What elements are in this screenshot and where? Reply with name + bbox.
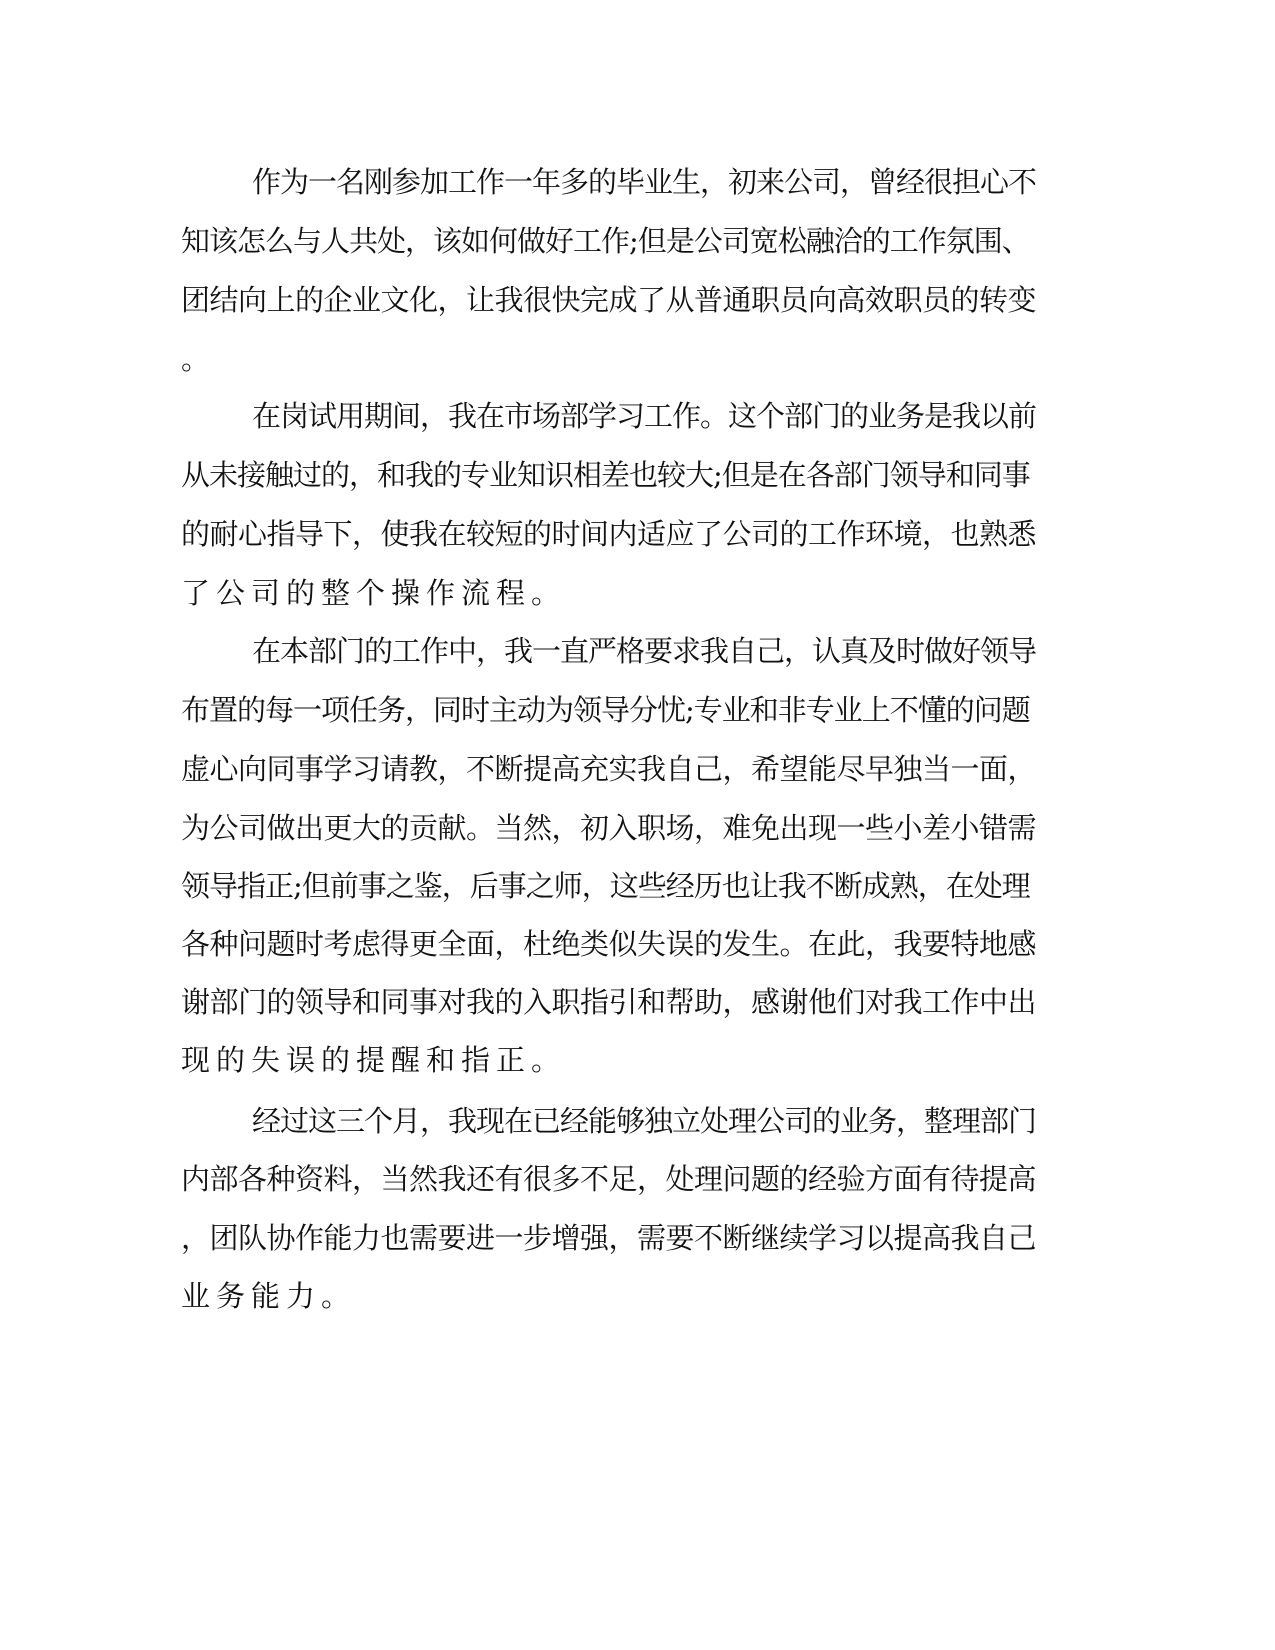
paragraph-1-line-3: 团结向上的企业文化，让我很快完成了从普通职员向高效职员的转变 (181, 283, 1037, 317)
paragraph-1-line-4: 。 (181, 342, 217, 376)
paragraph-3-line-5: 领导指正;但前事之鉴，后事之师，这些经历也让我不断成熟，在处理 (181, 869, 1030, 903)
paragraph-4-line-1: 经过这三个月，我现在已经能够独立处理公司的业务，整理部门 (252, 1104, 1037, 1138)
paragraph-2-line-3: 的耐心指导下，使我在较短的时间内适应了公司的工作环境，也熟悉 (181, 517, 1037, 551)
paragraph-2-line-4: 了公司的整个操作流程。 (181, 576, 567, 610)
paragraph-3-line-7: 谢部门的领导和同事对我的入职指引和帮助，感谢他们对我工作中出 (181, 985, 1037, 1019)
paragraph-1-line-1: 作为一名刚参加工作一年多的毕业生，初来公司，曾经很担心不 (252, 165, 1037, 199)
paragraph-2-line-2: 从未接触过的，和我的专业知识相差也较大;但是在各部门领导和同事 (181, 458, 1030, 492)
paragraph-3-line-2: 布置的每一项任务，同时主动为领导分忧;专业和非专业上不懂的问题 (181, 693, 1030, 727)
paragraph-3-line-1: 在本部门的工作中，我一直严格要求我自己，认真及时做好领导 (252, 634, 1037, 668)
paragraph-4-line-2: 内部各种资料，当然我还有很多不足，处理问题的经验方面有待提高 (181, 1162, 1037, 1196)
paragraph-4-line-4: 业务能力。 (181, 1279, 357, 1313)
paragraph-3-line-3: 虚心向同事学习请教，不断提高充实我自己，希望能尽早独当一面， (181, 752, 1037, 786)
paragraph-3-line-4: 为公司做出更大的贡献。当然，初入职场，难免出现一些小差小错需 (181, 811, 1037, 845)
paragraph-1-line-2: 知该怎么与人共处，该如何做好工作;但是公司宽松融洽的工作氛围、 (181, 224, 1030, 258)
paragraph-3-line-6: 各种问题时考虑得更全面，杜绝类似失误的发生。在此，我要特地感 (181, 927, 1037, 961)
paragraph-4-line-3: ，团队协作能力也需要进一步增强，需要不断继续学习以提高我自己 (181, 1221, 1037, 1255)
paragraph-2-line-1: 在岗试用期间，我在市场部学习工作。这个部门的业务是我以前 (252, 399, 1037, 433)
paragraph-3-line-8: 现的失误的提醒和指正。 (181, 1043, 567, 1077)
